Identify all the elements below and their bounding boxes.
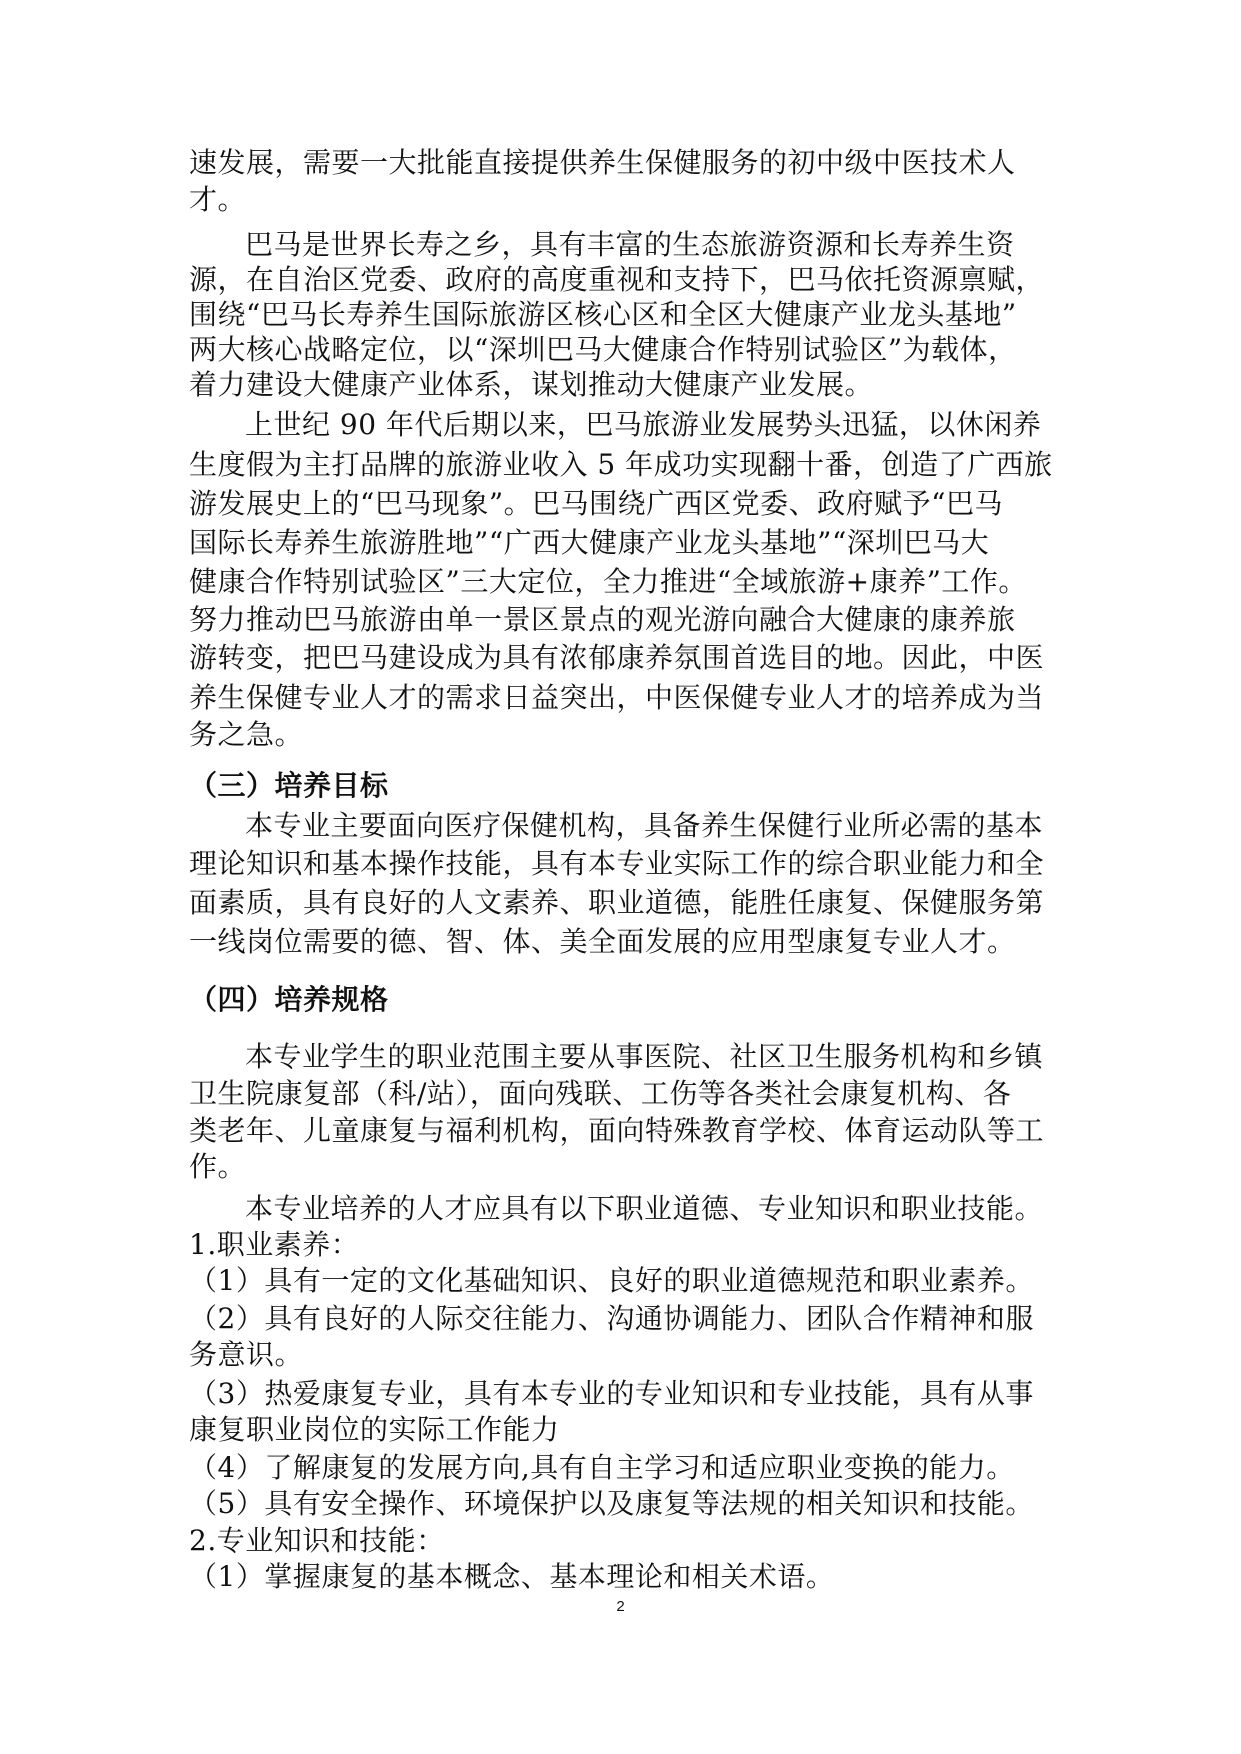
list-item-continuation: 务意识。 [189,1338,304,1371]
paragraph-line: 作。 [189,1150,247,1183]
list-item: （1）掌握康复的基本概念、基本理论和相关术语。 [189,1560,835,1593]
paragraph-line: 一线岗位需要的德、智、体、美全面发展的应用型康复专业人才。 [189,925,1016,958]
paragraph-line: 国际长寿养生旅游胜地”“广西大健康产业龙头基地”“深圳巴马大 [189,526,990,559]
section-heading: （四）培养规格 [189,983,389,1016]
paragraph-line: 务之急。 [189,718,304,751]
list-heading: 2.专业知识和技能： [189,1524,445,1557]
paragraph-line: 本专业培养的人才应具有以下职业道德、专业知识和职业技能。 [245,1192,1044,1225]
paragraph-line: 两大核心战略定位，以“深圳巴马大健康合作特别试验区”为载体， [189,333,1017,366]
paragraph-line: 努力推动巴马旅游由单一景区景点的观光游向融合大健康的康养旅 [189,603,1016,636]
paragraph-line: 着力建设大健康产业体系，谋划推动大健康产业发展。 [189,368,874,401]
section-heading: （三）培养目标 [189,769,389,802]
paragraph-line: 本专业学生的职业范围主要从事医院、社区卫生服务机构和乡镇 [245,1040,1044,1073]
list-item-continuation: 康复职业岗位的实际工作能力 [189,1413,560,1446]
list-item: （4）了解康复的发展方向,具有自主学习和适应职业变换的能力。 [189,1451,1015,1484]
list-item: （1）具有一定的文化基础知识、良好的职业道德规范和职业素养。 [189,1264,1034,1297]
list-item: （5）具有安全操作、环境保护以及康复等法规的相关知识和技能。 [189,1487,1034,1520]
paragraph-line: 健康合作特别试验区”三大定位，全力推进“全域旅游+康养”工作。 [189,565,1027,598]
page-number: 2 [616,1598,625,1615]
paragraph-line: 游转变，把巴马建设成为具有浓郁康养氛围首选目的地。因此，中医 [189,641,1045,674]
paragraph-line: 本专业主要面向医疗保健机构，具备养生保健行业所必需的基本 [245,809,1044,842]
paragraph-line: 卫生院康复部（科/站），面向残联、工伤等各类社会康复机构、各 [189,1077,1012,1110]
paragraph-line: 养生保健专业人才的需求日益突出，中医保健专业人才的培养成为当 [189,681,1045,714]
paragraph-line: 才。 [189,183,247,216]
paragraph-line: 游发展史上的“巴马现象”。巴马围绕广西区党委、政府赋予“巴马 [189,487,1003,520]
paragraph-line: 巴马是世界长寿之乡，具有丰富的生态旅游资源和长寿养生资 [245,228,1015,261]
paragraph-line: 面素质，具有良好的人文素养、职业道德，能胜任康复、保健服务第 [189,886,1045,919]
paragraph-line: 理论知识和基本操作技能，具有本专业实际工作的综合职业能力和全 [189,847,1045,880]
paragraph-line: 速发展，需要一大批能直接提供养生保健服务的初中级中医技术人 [189,146,1016,179]
paragraph-line: 围绕“巴马长寿养生国际旅游区核心区和全区大健康产业龙头基地” [189,298,1017,331]
paragraph-line: 生度假为主打品牌的旅游业收入 5 年成功实现翻十番，创造了广西旅 [189,448,1053,481]
list-heading: 1.职业素养： [189,1228,360,1261]
list-item: （3）热爱康复专业，具有本专业的专业知识和专业技能，具有从事 [189,1377,1034,1410]
list-item: （2）具有良好的人际交往能力、沟通协调能力、团队合作精神和服 [189,1302,1034,1335]
paragraph-line: 源，在自治区党委、政府的高度重视和支持下，巴马依托资源禀赋， [189,263,1045,296]
paragraph-line: 上世纪 90 年代后期以来，巴马旅游业发展势头迅猛，以休闲养 [245,408,1042,441]
paragraph-line: 类老年、儿童康复与福利机构，面向特殊教育学校、体育运动队等工 [189,1114,1045,1147]
